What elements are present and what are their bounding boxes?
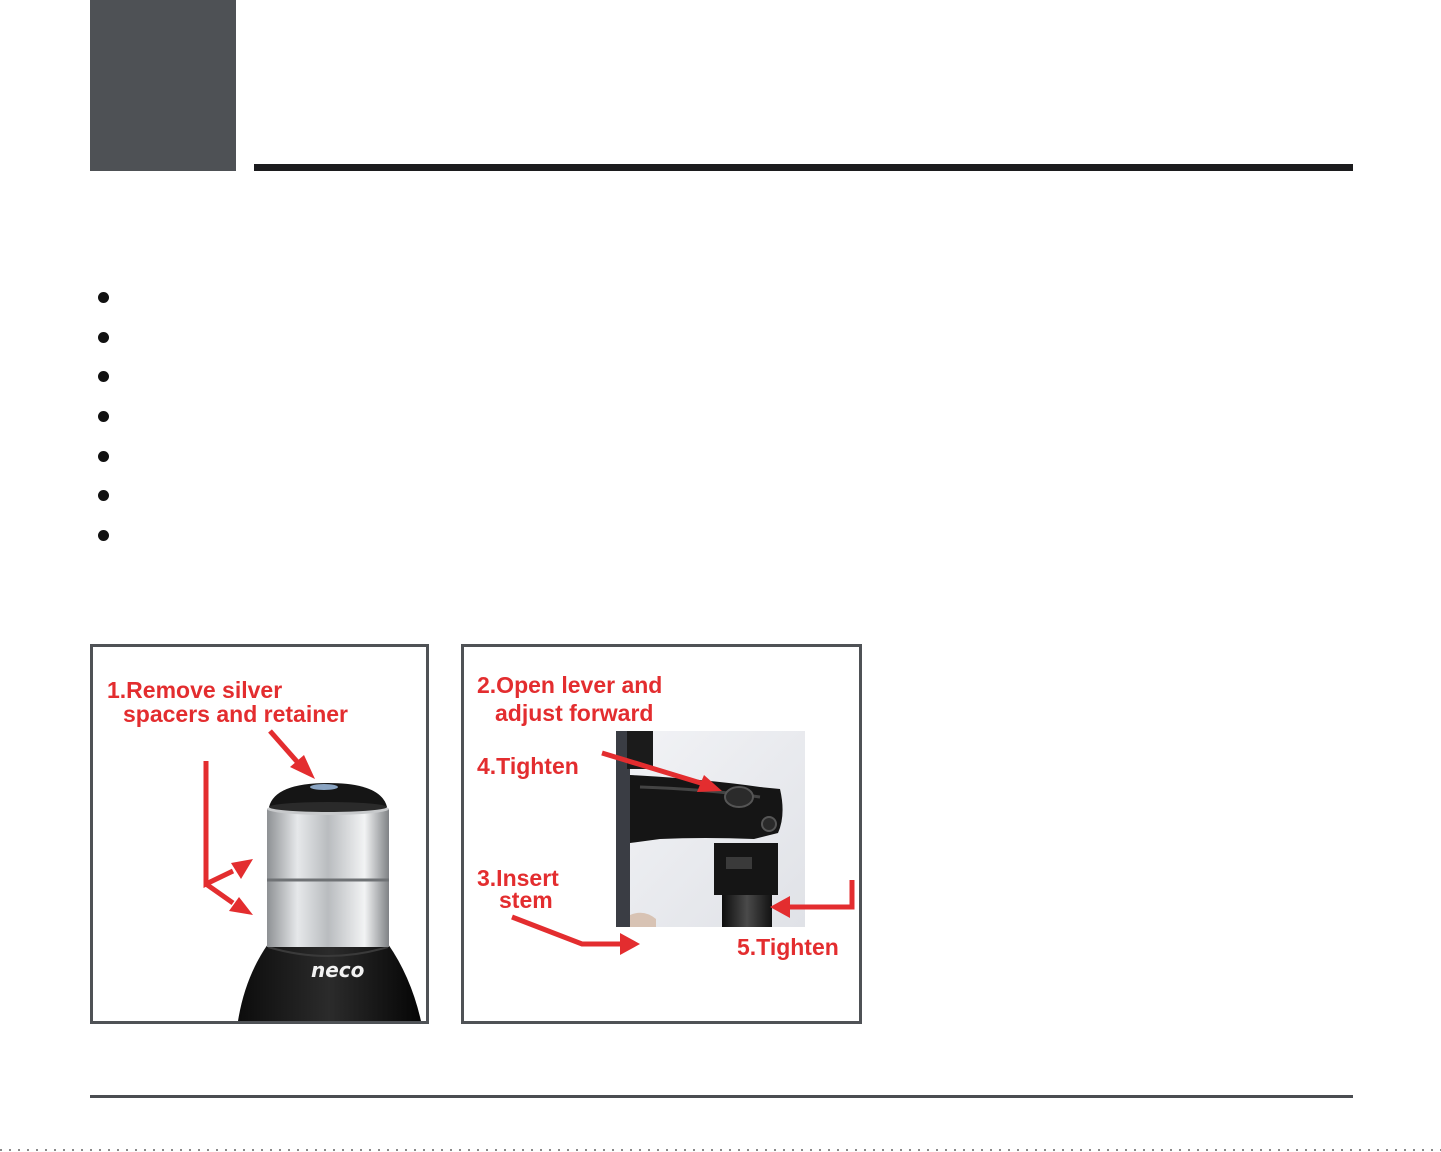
list-item-bullet (98, 451, 109, 462)
footer-rule (90, 1095, 1353, 1098)
label-remove-spacers: 1.Remove silver spacers and retainer (107, 677, 349, 727)
header-rule (254, 164, 1353, 171)
header-corner-block (90, 0, 236, 171)
figure-remove-spacers (90, 644, 429, 1024)
list-item-bullet (98, 490, 109, 501)
bullet-list (98, 292, 109, 570)
list-item-bullet (98, 371, 109, 382)
list-item-bullet (98, 332, 109, 343)
label-insert-stem: 3.Insert stem (477, 865, 559, 913)
list-item-bullet (98, 411, 109, 422)
figure-adjust-stem (461, 644, 862, 1024)
label-open-lever: 2.Open lever and adjust forward (477, 672, 663, 726)
label-tighten-4: 4.Tighten (477, 753, 579, 779)
headset-brand-text: neco (311, 958, 365, 982)
list-item-bullet (98, 530, 109, 541)
page-edge-dots (0, 1149, 1441, 1151)
list-item-bullet (98, 292, 109, 303)
label-tighten-5: 5.Tighten (737, 934, 839, 960)
